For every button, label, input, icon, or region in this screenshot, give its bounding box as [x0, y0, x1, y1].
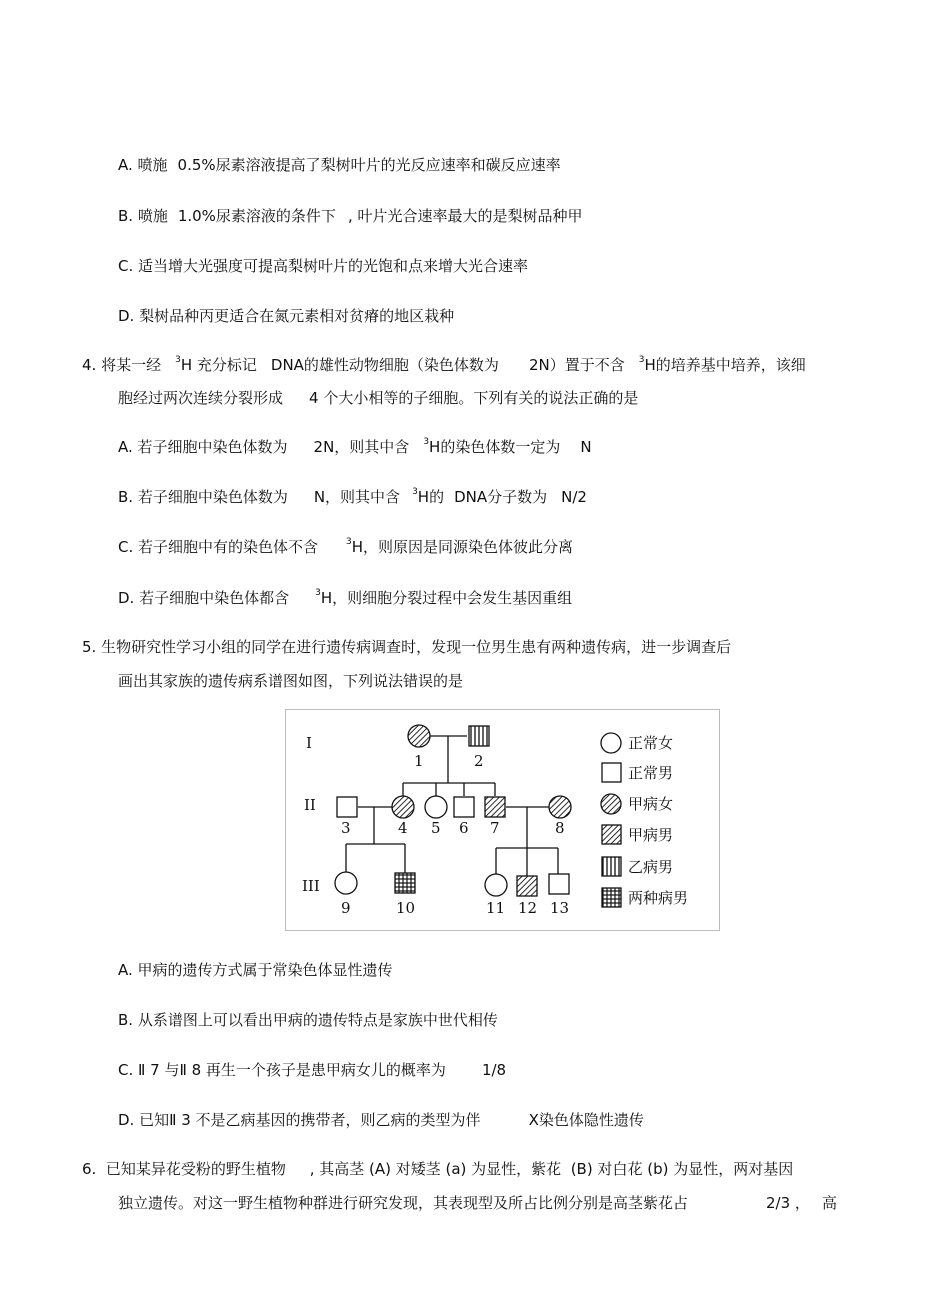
q3-option-c: C. 适当增大光强度可提高梨树叶片的光饱和点来增大光合速率 [118, 257, 529, 275]
q4-option-c: C. 若子细胞中有的染色体不含 $^3$H，则原因是同源染色体彼此分离 [118, 537, 574, 556]
generation-label-1: I [306, 734, 312, 752]
q5-option-c: C. Ⅱ 7 与Ⅱ 8 再生一个孩子是患甲病女儿的概率为 1/8 [118, 1061, 507, 1079]
individual-number-7: 7 [490, 819, 500, 837]
individual-10 [395, 873, 415, 893]
q4-stem-line2: 胞经过两次连续分裂形成 4 个大小相等的子细胞。下列有关的说法正确的是 [118, 389, 639, 407]
legend-label-disease-a-male: 甲病男 [628, 826, 674, 844]
individual-number-5: 5 [431, 819, 441, 837]
individual-5 [425, 796, 447, 818]
individual-number-12: 12 [518, 899, 538, 917]
legend [601, 733, 688, 907]
legend-label-normal-male: 正常男 [628, 764, 674, 782]
individual-1 [408, 725, 430, 747]
individual-8 [549, 796, 571, 818]
generation-label-2: II [304, 796, 316, 814]
individual-number-6: 6 [459, 819, 469, 837]
individual-number-10: 10 [396, 899, 416, 917]
q6-stem-line1: 6. 已知某异花受粉的野生植物 , 其高茎 (A) 对矮茎 (a) 为显性，紫花 (B) 对白花 (b) 为显性，两对基因 [82, 1160, 794, 1178]
q4-option-a: A. 若子细胞中染色体数为 2N，则其中含 $^3$H的染色体数一定为 N [118, 437, 592, 456]
q4-stem-line1: 4. 将某一经 $^3$H 充分标记 DNA的雄性动物细胞（染色体数为 2N）置于不含 $^3$H的培养基中培养，该细 [82, 355, 806, 374]
legend-label-disease-b-male: 乙病男 [628, 858, 674, 876]
q6-stem-line2: 独立遗传。对这一野生植物种群进行研究发现，其表现型及所占比例分别是高茎紫花占 2/3 ， 高 [118, 1194, 837, 1212]
legend-symbol-normal-male [602, 763, 621, 782]
q3-option-b: B. 喷施 1.0%尿素溶液的条件下 , 叶片光合速率最大的是梨树品种甲 [118, 207, 583, 225]
legend-label-disease-a-female: 甲病女 [628, 795, 674, 813]
legend-label-both-diseases-male: 两种病男 [628, 889, 689, 907]
q3-option-a: A. 喷施 0.5%尿素溶液提高了梨树叶片的光反应速率和碳反应速率 [118, 156, 561, 174]
individual-4 [392, 796, 414, 818]
individual-number-8: 8 [555, 819, 565, 837]
pedigree-figure [285, 709, 720, 931]
pedigree-lines [346, 736, 558, 876]
individual-6 [454, 797, 474, 817]
individual-number-4: 4 [398, 819, 408, 837]
q4-option-d: D. 若子细胞中染色体都含 $^3$H，则细胞分裂过程中会发生基因重组 [118, 588, 573, 607]
individual-number-9: 9 [341, 899, 351, 917]
q5-stem-line2: 画出其家族的遗传病系谱图如图，下列说法错误的是 [118, 672, 464, 690]
individual-11 [485, 874, 507, 896]
individual-9 [335, 872, 357, 894]
individual-number-3: 3 [341, 819, 351, 837]
legend-symbol-disease-a-male [602, 825, 621, 844]
legend-label-normal-female: 正常女 [628, 734, 674, 752]
individual-2 [469, 726, 489, 746]
individual-12 [517, 876, 537, 896]
q5-option-d: D. 已知Ⅱ 3 不是乙病基因的携带者，则乙病的类型为伴 X染色体隐性遗传 [118, 1111, 644, 1129]
individual-number-13: 13 [550, 899, 570, 917]
pedigree-chart [286, 710, 719, 930]
q4-option-b: B. 若子细胞中染色体数为 N，则其中含 $^3$H的 DNA分子数为 N/2 [118, 487, 587, 506]
q3-option-d: D. 梨树品种丙更适合在氮元素相对贫瘠的地区栽种 [118, 307, 455, 325]
generation-label-3: III [302, 877, 320, 895]
legend-symbol-both-diseases-male [602, 888, 621, 907]
individual-3 [337, 797, 357, 817]
q5-stem-line1: 5. 生物研究性学习小组的同学在进行遗传病调查时，发现一位男生患有两种遗传病，进一步调查后 [82, 638, 732, 656]
legend-symbol-disease-b-male [602, 857, 621, 876]
legend-symbol-disease-a-female [601, 794, 621, 814]
individual-number-2: 2 [474, 752, 484, 770]
individual-7 [485, 797, 505, 817]
individual-13 [549, 874, 569, 894]
legend-symbol-normal-female [601, 733, 621, 753]
individual-number-1: 1 [414, 752, 424, 770]
q5-option-b: B. 从系谱图上可以看出甲病的遗传特点是家族中世代相传 [118, 1011, 498, 1029]
q5-option-a: A. 甲病的遗传方式属于常染色体显性遗传 [118, 961, 393, 979]
individual-number-11: 11 [486, 899, 506, 917]
